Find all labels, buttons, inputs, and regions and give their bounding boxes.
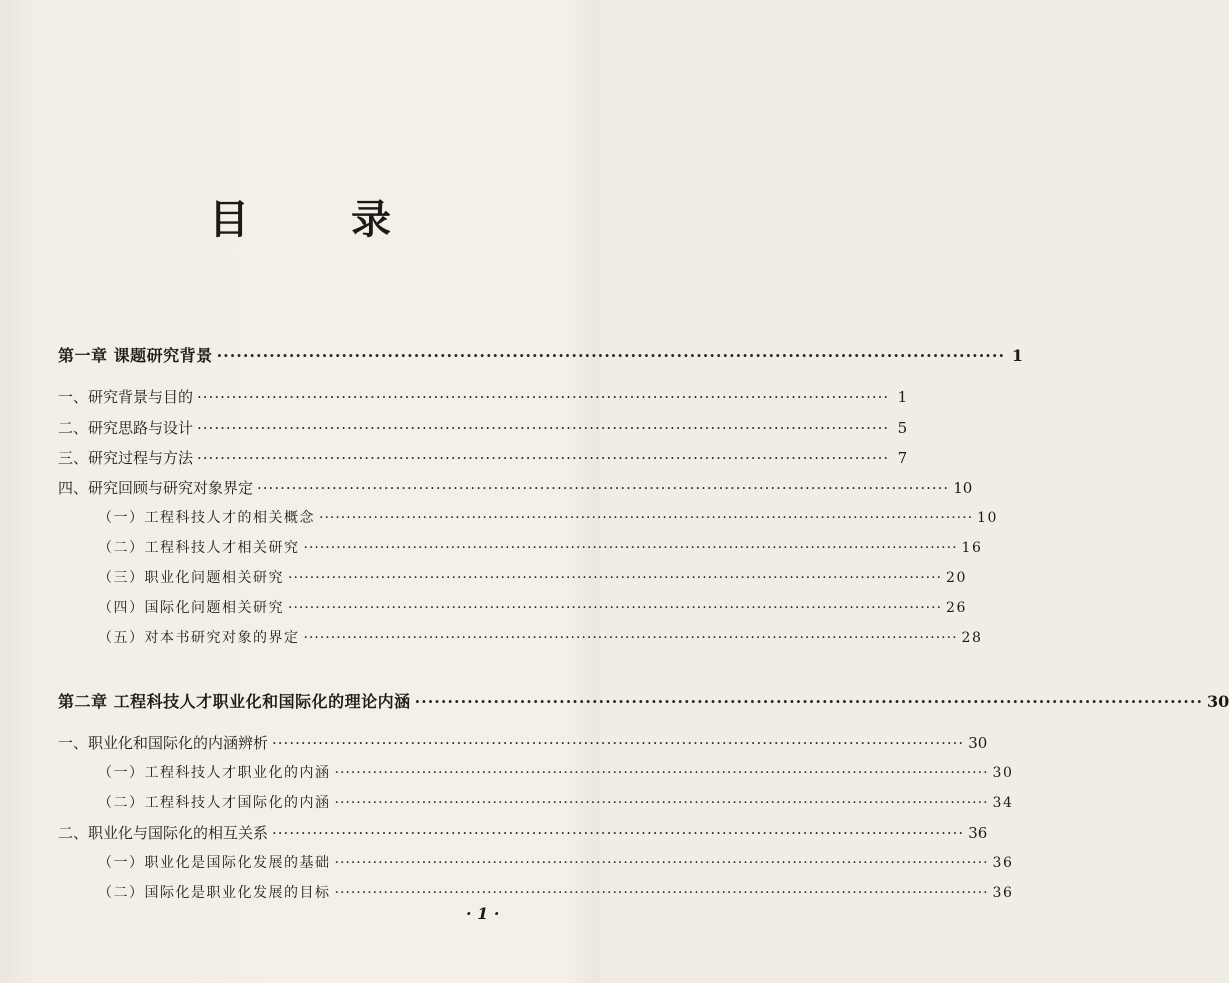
toc-entry-chapter [58, 690, 1229, 714]
toc-entry-sub [98, 791, 1014, 815]
dot-leader: ························································································································ [288, 570, 943, 586]
dot-leader: ························································································································ [288, 600, 943, 616]
toc-entry-page-number: 1 [897, 388, 908, 406]
toc-entry-title: （二）工程科技人才相关研究 [98, 540, 300, 556]
dot-leader: ························································································································ [414, 692, 1204, 711]
toc-entry-page-number: 16 [961, 540, 983, 556]
toc-entry-page-number: 10 [953, 479, 973, 497]
toc-entry-page-number: 30 [968, 734, 988, 752]
dot-leader: ························································································································ [216, 346, 1006, 365]
dot-leader: ························································································································ [303, 630, 958, 646]
toc-entry-page-number: 5 [897, 419, 908, 437]
toc-entry-sub [98, 566, 967, 590]
toc-entry-sub [98, 881, 1014, 905]
dot-leader: ························································································································ [197, 419, 890, 437]
toc-entry-title: （一）工程科技人才的相关概念 [98, 510, 315, 526]
toc-entry-title: 第二章 工程科技人才职业化和国际化的理论内涵 [58, 692, 411, 711]
dot-leader: ························································································································ [272, 824, 965, 842]
toc-entry-sub [98, 536, 983, 560]
dot-leader: ························································································································ [319, 510, 974, 526]
toc-entry-chapter [58, 344, 1024, 368]
toc-entry-page-number: 36 [992, 885, 1014, 901]
toc-entry-page-number: 28 [961, 630, 983, 646]
toc-entry-page-number: 7 [897, 449, 908, 467]
toc-entry-title: （三）职业化问题相关研究 [98, 570, 284, 586]
toc-entry-section [58, 476, 973, 500]
toc-entry-title: 一、职业化和国际化的内涵辨析 [58, 734, 269, 752]
toc-entry-page-number: 10 [977, 510, 998, 526]
toc-entry-title: 四、研究回顾与研究对象界定 [58, 479, 254, 497]
toc-entry-title: 二、研究思路与设计 [58, 419, 194, 437]
toc-entry-sub [98, 626, 983, 650]
dot-leader: ························································································································ [272, 734, 965, 752]
dot-leader: ························································································································ [303, 540, 958, 556]
toc-entry-section [58, 821, 988, 845]
dot-leader: ························································································································ [334, 765, 989, 781]
dot-leader: ························································································································ [334, 795, 989, 811]
dot-leader: ························································································································ [334, 885, 989, 901]
toc-entry-title: （一）职业化是国际化发展的基础 [98, 855, 331, 871]
toc-entry-sub [98, 506, 998, 530]
toc-entry-title: （二）工程科技人才国际化的内涵 [98, 795, 331, 811]
toc-entry-title: （一）工程科技人才职业化的内涵 [98, 765, 331, 781]
page-number: · 1 · [466, 904, 500, 923]
toc-entry-title: （二）国际化是职业化发展的目标 [98, 885, 331, 901]
toc-entry-section [58, 731, 988, 755]
toc-entry-page-number: 1 [1011, 346, 1024, 365]
toc-entry-sub [98, 596, 967, 620]
dot-leader: ························································································································ [197, 449, 890, 467]
toc-entry-title: （五）对本书研究对象的界定 [98, 630, 300, 646]
toc-entry-title: 一、研究背景与目的 [58, 388, 194, 406]
toc-entry-page-number: 36 [968, 824, 988, 842]
toc-entry-title: 三、研究过程与方法 [58, 449, 194, 467]
toc-entry-section [58, 446, 908, 470]
dot-leader: ························································································································ [197, 388, 890, 406]
toc-entry-sub [98, 761, 1014, 785]
toc-entry-page-number: 20 [946, 570, 967, 586]
page-title: 目 录 [209, 197, 435, 243]
toc-entry-page-number: 26 [946, 600, 967, 616]
toc-entry-section [58, 416, 908, 440]
toc-entry-title: 二、职业化与国际化的相互关系 [58, 824, 269, 842]
toc-entry-page-number: 34 [992, 795, 1014, 811]
toc-entry-sub [98, 851, 1014, 875]
dot-leader: ························································································································ [334, 855, 989, 871]
toc-entry-page-number: 30 [1207, 692, 1229, 711]
toc-entry-page-number: 30 [992, 765, 1014, 781]
toc-entry-section [58, 385, 908, 409]
toc-entry-title: 第一章 课题研究背景 [58, 346, 213, 365]
toc-entry-page-number: 36 [992, 855, 1014, 871]
toc-entry-title: （四）国际化问题相关研究 [98, 600, 284, 616]
dot-leader: ························································································································ [257, 479, 950, 497]
